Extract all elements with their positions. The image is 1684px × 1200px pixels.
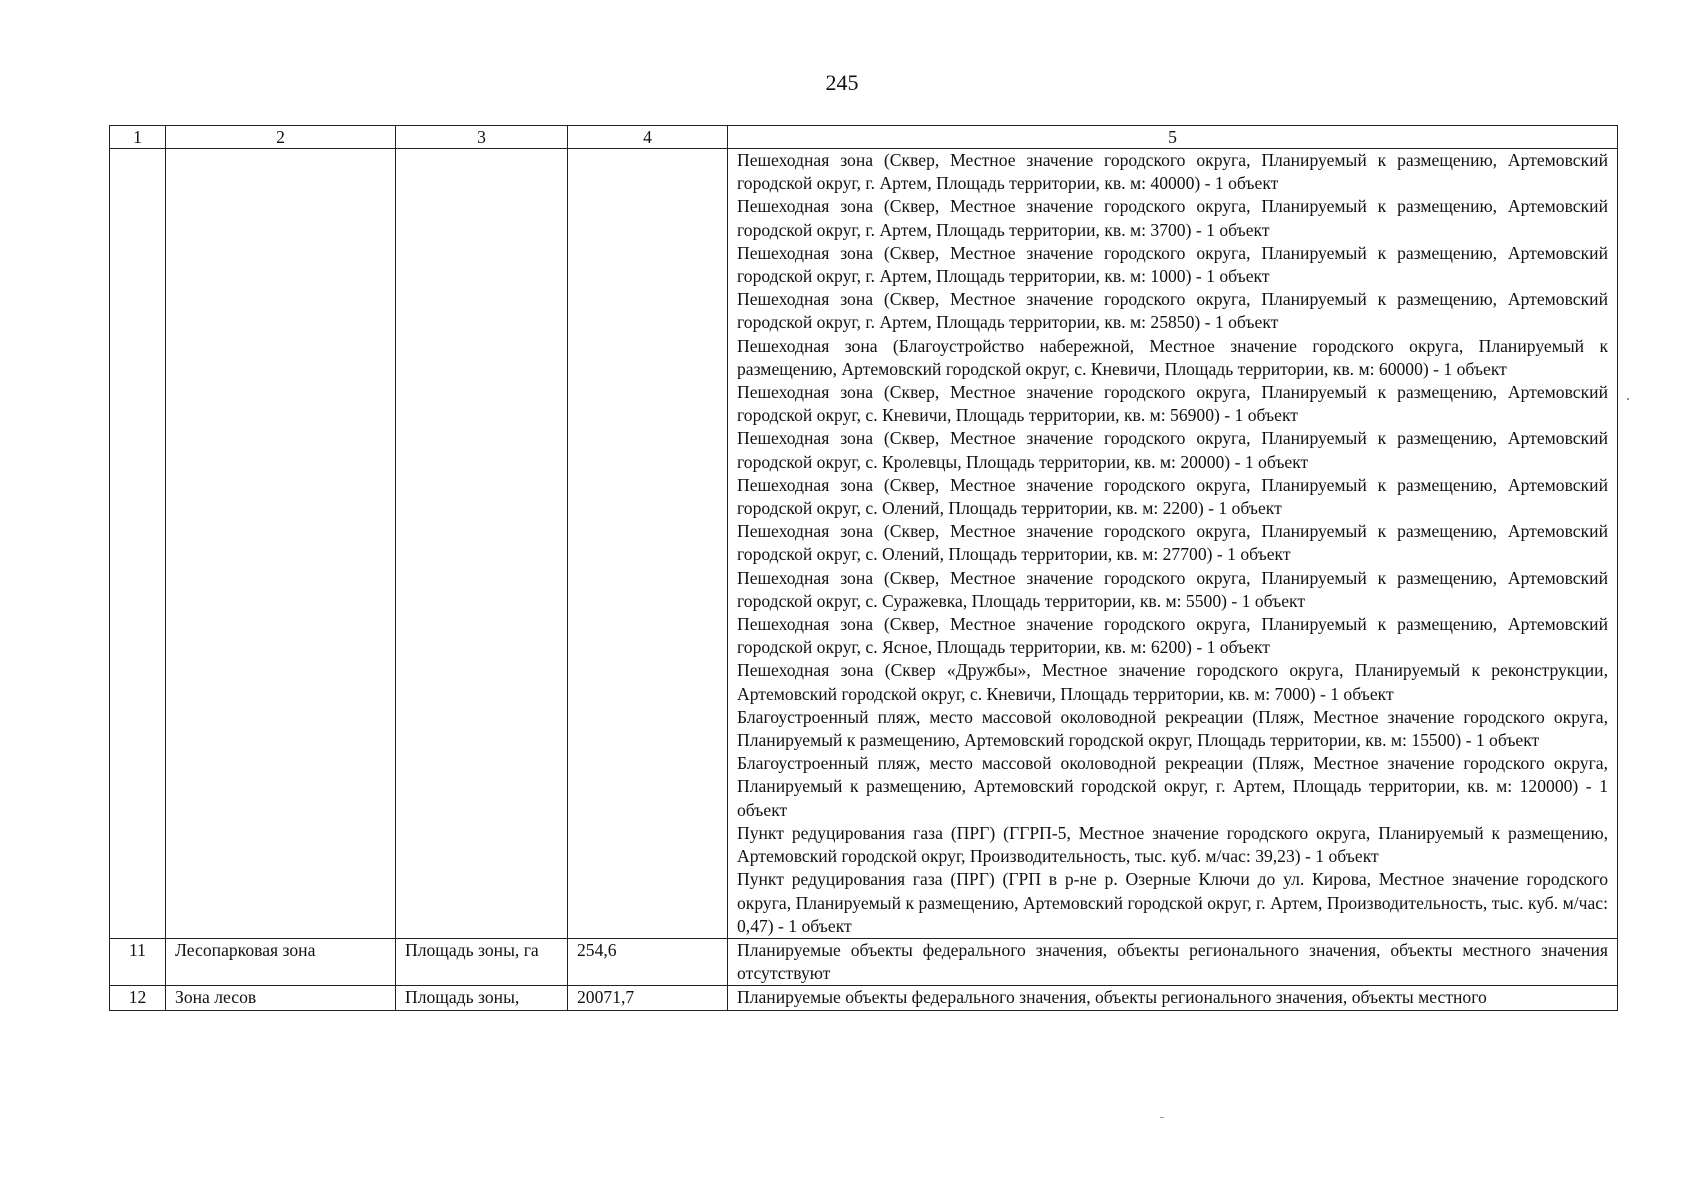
continuation-cell-4 [568,149,728,939]
object-entry: Пешеходная зона (Сквер, Местное значение городского округа, Планируемый к размещению, Артемовский городской округ, с. Олений, Площадь территории, кв. м: 2200) - 1 объект [737,474,1608,519]
zones-table [109,125,1618,1011]
object-entry: Пешеходная зона (Сквер, Местное значение городского округа, Планируемый к размещению, Артемовский городской округ, г. Артем, Площадь территории, кв. м: 25850) - 1 объект [737,289,1608,333]
zone-parameter: Площадь зоны, [396,986,568,1010]
object-entry: Пешеходная зона (Сквер, Местное значение городского округа, Планируемый к размещению, Артемовский городской округ, г. Артем, Площадь территории, кв. м: 40000) - 1 объект [737,150,1608,194]
header-col-4: 4 [568,126,728,149]
object-entry: Пункт редуцирования газа (ПРГ) (ГГРП-5, Местное значение городского округа, Планируемый к размещению, Артемовский городской округ, Производительность, тыс. куб. м/час: 39,23) - 1 объект [737,822,1608,867]
zone-parameter: Площадь зоны, га [396,938,568,985]
object-entry: Пешеходная зона (Сквер, Местное значение городского округа, Планируемый к размещению, Артемовский городской округ, г. Артем, Площадь территории, кв. м: 1000) - 1 объект [737,242,1608,287]
zone-value: 20071,7 [568,986,728,1010]
page-number: 245 [825,70,859,95]
continuation-row [110,149,1618,939]
table-header-row [110,126,1618,149]
zone-name: Лесопарковая зона [166,938,396,985]
scan-speck [1627,398,1629,400]
continuation-cell-2 [166,149,396,939]
object-entry: Пункт редуцирования газа (ПРГ) (ГРП в р-не р. Озерные Ключи до ул. Кирова, Местное значение городского округа, Планируемый к размещению, Артемовский городской округ, г. Артем, Производительность, тыс. куб. м/час: 0,47) - 1 объект [737,869,1608,936]
zone-objects: Планируемые объекты федерального значения, объекты регионального значения, объекты местного значения отсутствуют [728,938,1618,985]
object-entry: Пешеходная зона (Сквер, Местное значение городского округа, Планируемый к размещению, Артемовский городской округ, с. Ясное, Площадь территории, кв. м: 6200) - 1 объект [737,614,1608,658]
object-entry: Пешеходная зона (Сквер, Местное значение городского округа, Планируемый к размещению, Артемовский городской округ, с. Суражевка, Площадь территории, кв. м: 5500) - 1 объект [737,567,1608,611]
header-col-1: 1 [110,126,166,149]
object-entry: Благоустроенный пляж, место массовой околоводной рекреации (Пляж, Местное значение городского округа, Планируемый к размещению, Артемовский городской округ, г. Артем, Площадь территории, кв. м: 120000) - 1 объект [737,753,1608,820]
continuation-cell-3 [396,149,568,939]
header-col-2: 2 [166,126,396,149]
object-entry: Пешеходная зона (Сквер, Местное значение городского округа, Планируемый к размещению, Артемовский городской округ, с. Олений, Площадь территории, кв. м: 27700) - 1 объект [737,521,1608,565]
scan-speck [1160,1117,1164,1118]
object-entry: Пешеходная зона (Сквер «Дружбы», Местное значение городского округа, Планируемый к реконструкции, Артемовский городской округ, с. Кневичи, Площадь территории, кв. м: 7000) - 1 объект [737,660,1608,704]
object-entry: Пешеходная зона (Благоустройство набережной, Местное значение городского округа, Планируемый к размещению, Артемовский городской округ, с. Кневичи, Площадь территории, кв. м: 60000) - 1 объект [737,335,1608,379]
table-row [110,986,1618,1010]
object-entry: Благоустроенный пляж, место массовой околоводной рекреации (Пляж, Местное значение городского округа, Планируемый к размещению, Артемовский городской округ, Площадь территории, кв. м: 15500) - 1 объект [737,706,1608,751]
object-entry: Пешеходная зона (Сквер, Местное значение городского округа, Планируемый к размещению, Артемовский городской округ, с. Кролевцы, Площадь территории, кв. м: 20000) - 1 объект [737,428,1608,472]
continuation-objects-cell [728,149,1618,939]
zone-name: Зона лесов [166,986,396,1010]
zone-objects: Планируемые объекты федерального значения, объекты регионального значения, объекты местного [728,986,1618,1010]
header-col-3: 3 [396,126,568,149]
object-entry: Пешеходная зона (Сквер, Местное значение городского округа, Планируемый к размещению, Артемовский городской округ, г. Артем, Площадь территории, кв. м: 3700) - 1 объект [737,196,1608,240]
row-number: 12 [110,986,166,1010]
object-entry: Пешеходная зона (Сквер, Местное значение городского округа, Планируемый к размещению, Артемовский городской округ, с. Кневичи, Площадь территории, кв. м: 56900) - 1 объект [737,382,1608,426]
continuation-cell-1 [110,149,166,939]
zone-value: 254,6 [568,938,728,985]
row-number: 11 [110,938,166,985]
header-col-5: 5 [728,126,1618,149]
table-row [110,938,1618,985]
